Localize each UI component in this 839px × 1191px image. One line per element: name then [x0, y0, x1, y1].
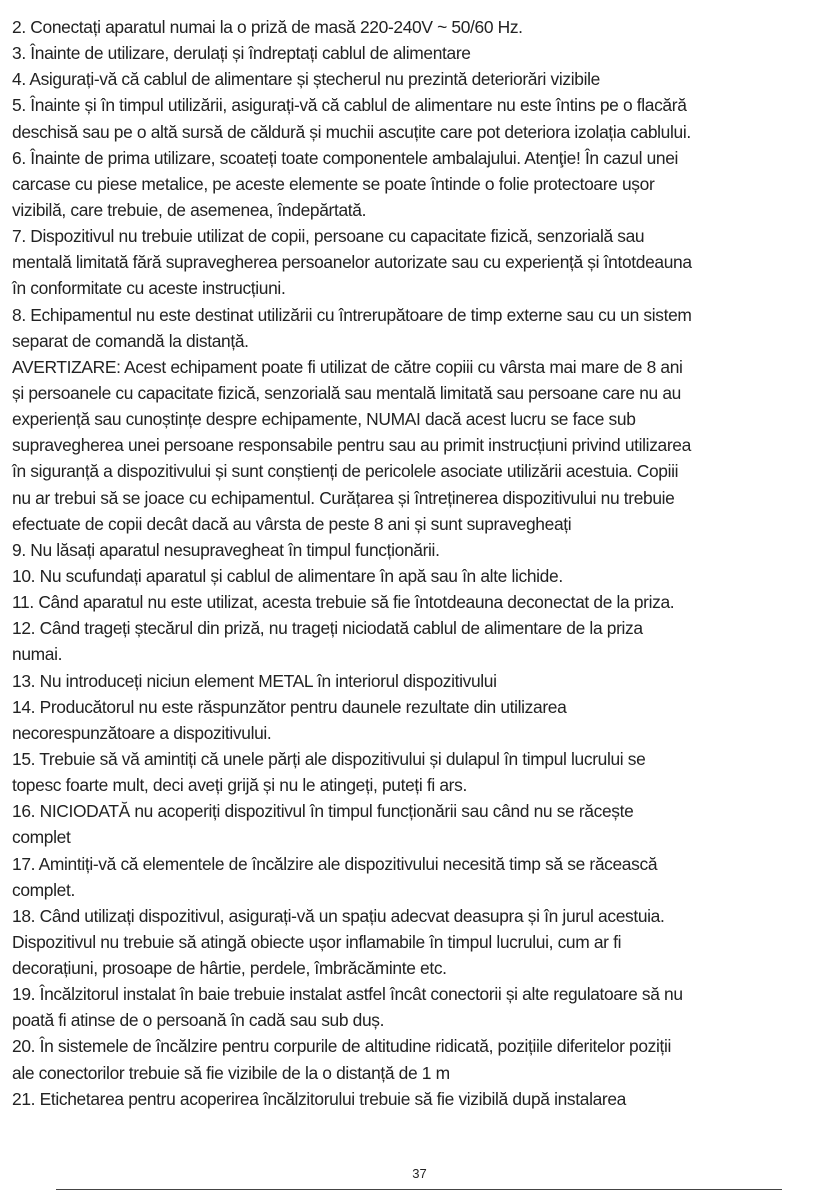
text-line: complet — [12, 827, 71, 848]
text-line: 21. Etichetarea pentru acoperirea încălzitorului trebuie să fie vizibilă după instalarea — [12, 1088, 626, 1109]
text-line: topesc foarte mult, deci aveți grijă și nu le atingeți, puteți fi ars. — [12, 775, 467, 796]
text-line: 10. Nu scufundați aparatul și cablul de alimentare în apă sau în alte lichide. — [12, 565, 563, 586]
text-line: 11. Când aparatul nu este utilizat, acesta trebuie să fie întotdeauna deconectat de la priza. — [12, 592, 675, 613]
text-line: 2. Conectați aparatul numai la o priză de masă 220-240V ~ 50/60 Hz. — [12, 17, 523, 37]
text-line: 13. Nu introduceți niciun element METAL în interiorul dispozitivului — [12, 670, 497, 691]
text-line: ale conectorilor trebuie să fie vizibile de la o distanță de 1 m — [12, 1062, 450, 1083]
text-line: experiență sau cunoștințe despre echipamente, NUMAI dacă acest lucru se face sub — [12, 409, 636, 430]
text-line: necorespunzătoare a dispozitivului. — [12, 722, 272, 743]
text-line: 16. NICIODATĂ nu acoperiți dispozitivul în timpul funcționării sau când nu se răcește — [12, 801, 634, 822]
text-line: 6. Înainte de prima utilizare, scoateți toate componentele ambalajului. Atenţie! În cazul unei — [12, 147, 679, 168]
footer-divider — [56, 1189, 782, 1190]
page-number: 37 — [412, 1166, 427, 1181]
text-line: numai. — [12, 644, 63, 665]
text-line: AVERTIZARE: Acest echipament poate fi utilizat de către copiii cu vârsta mai mare de 8 ani — [12, 356, 683, 377]
text-line: 8. Echipamentul nu este destinat utilizării cu întrerupătoare de timp externe sau cu un sistem — [12, 304, 692, 325]
text-line: supravegherea unei persoane responsabile pentru sau au primit instrucțiuni privind utilizarea — [12, 435, 691, 456]
text-line: deschisă sau pe o altă sursă de căldură și muchii ascuțite care pot deteriora izolația cablului. — [12, 121, 691, 142]
text-line: 9. Nu lăsați aparatul nesupravegheat în timpul funcționării. — [12, 539, 440, 560]
text-line: 20. În sistemele de încălzire pentru corpurile de altitudine ridicată, pozițiile diferitelor poziții — [12, 1036, 672, 1057]
text-line: poată fi atinse de o persoană în cadă sau sub duș. — [12, 1010, 385, 1031]
text-line: 18. Când utilizați dispozitivul, asigurați-vă un spațiu adecvat deasupra și în jurul acestuia. — [12, 905, 665, 926]
text-line: Dispozitivul nu trebuie să atingă obiecte ușor inflamabile în timpul lucrului, cum ar fi — [12, 931, 622, 952]
text-line: 15. Trebuie să vă amintiți că unele părți ale dispozitivului și dulapul în timpul lucrului se — [12, 748, 646, 769]
text-line: efectuate de copii decât dacă au vârsta de peste 8 ani și sunt supravegheați — [12, 513, 572, 534]
text-line: 12. Când trageți ștecărul din priză, nu trageți niciodată cablul de alimentare de la priza — [12, 618, 643, 639]
text-line: separat de comandă la distanță. — [12, 330, 249, 351]
document-body — [12, 14, 824, 1112]
text-line: și persoanele cu capacitate fizică, senzorială sau mentală limitată sau persoane care nu au — [12, 382, 682, 403]
text-line: în siguranță a dispozitivului și sunt conștienți de pericolele asociate utilizării acestuia. Copiii — [12, 461, 679, 482]
text-line: 4. Asigurați-vă că cablul de alimentare și ștecherul nu prezintă deteriorări vizibile — [12, 69, 600, 90]
text-line: carcase cu piese metalice, pe aceste elemente se poate întinde o folie protectoare ușor — [12, 173, 655, 194]
text-line: decorațiuni, prosoape de hârtie, perdele, îmbrăcăminte etc. — [12, 958, 447, 979]
text-line: 17. Amintiți-vă că elementele de încălzire ale dispozitivului necesită timp să se răcească — [12, 853, 658, 874]
text-line: 19. Încălzitorul instalat în baie trebuie instalat astfel încât conectorii și alte regulatoare să nu — [12, 984, 683, 1005]
text-line: în conformitate cu aceste instrucțiuni. — [12, 278, 286, 299]
text-line: nu ar trebui să se joace cu echipamentul. Curățarea și întreținerea dispozitivului nu trebuie — [12, 487, 675, 508]
text-line: vizibilă, care trebuie, de asemenea, îndepărtată. — [12, 199, 367, 220]
text-line: 7. Dispozitivul nu trebuie utilizat de copii, persoane cu capacitate fizică, senzorială sau — [12, 226, 645, 247]
text-line: mentală limitată fără supravegherea persoanelor autorizate sau cu experiență și întotdeauna — [12, 252, 692, 273]
text-line: 5. Înainte și în timpul utilizării, asigurați-vă că cablul de alimentare nu este întins pe o flacără — [12, 95, 687, 116]
text-line: 3. Înainte de utilizare, derulați și îndreptați cablul de alimentare — [12, 43, 471, 64]
text-line: complet. — [12, 879, 75, 900]
text-line: 14. Producătorul nu este răspunzător pentru daunele rezultate din utilizarea — [12, 696, 567, 717]
